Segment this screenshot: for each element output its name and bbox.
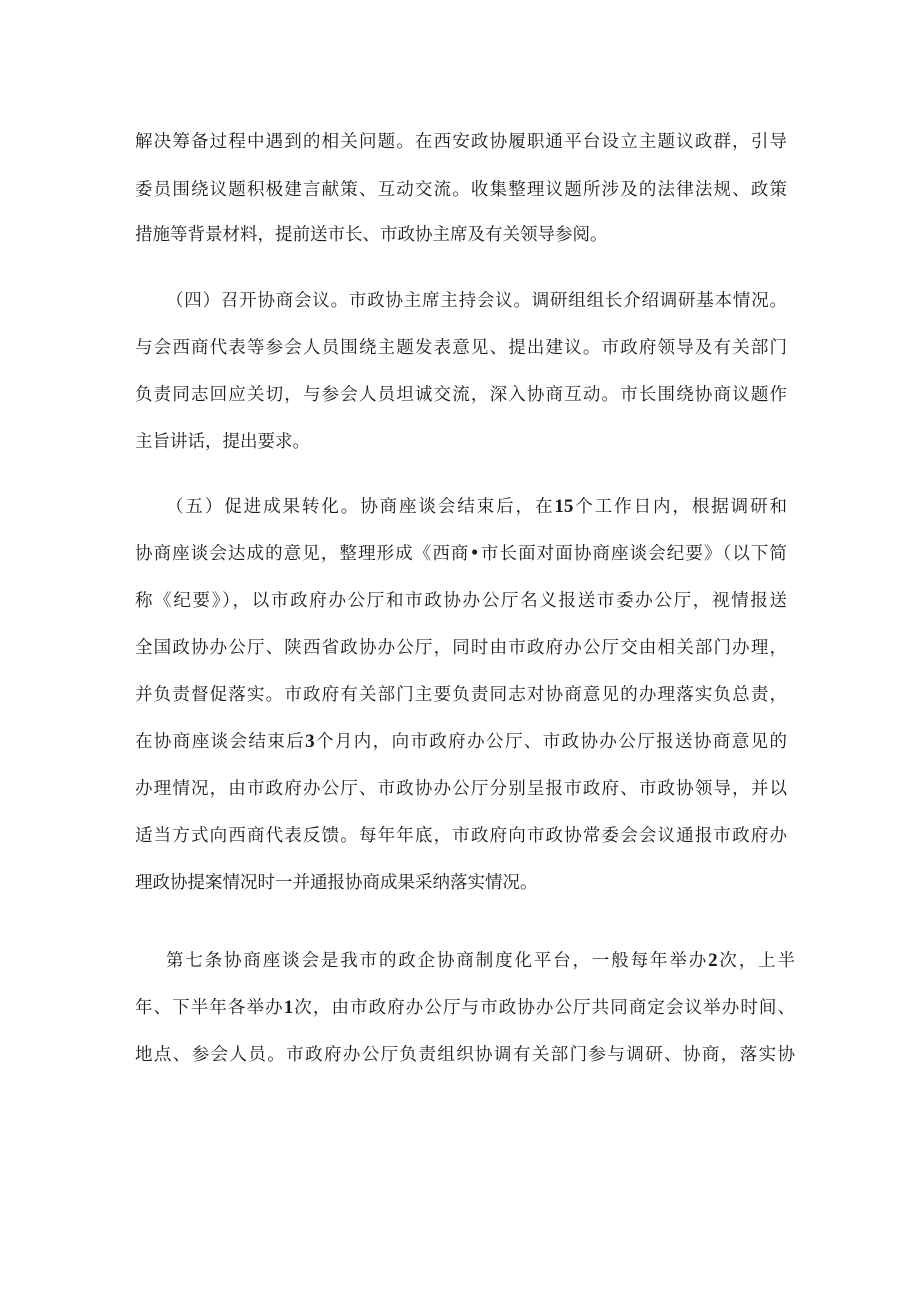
meetings-per-year-number: 2 — [708, 950, 718, 971]
paragraph-4-line-2-text-b: 次，由市政府办公厅与市政协办公厅共同商定会议举办时间、 — [293, 998, 795, 1018]
paragraph-1-line-1: 解决筹备过程中遇到的相关问题。在西安政协履职通平台设立主题议政群，引导 — [135, 132, 787, 152]
paragraph-3-line-1-text-a: （五）促进成果转化。协商座谈会结束后，在 — [166, 497, 555, 517]
paragraph-3-line-5: 并负责督促落实。市政府有关部门主要负责同志对协商意见的办理落实负总责， — [135, 685, 787, 705]
paragraph-3-line-6-text-a: 在协商座谈会结束后 — [135, 732, 306, 752]
paragraph-4-line-1-text-b: 次，上半 — [717, 951, 795, 971]
paragraph-2-line-4: 主旨讲话，提出要求。 — [135, 432, 310, 452]
meetings-per-half-year-number: 1 — [283, 997, 294, 1018]
paragraph-3-line-6 — [0, 724, 920, 760]
months-number: 3 — [305, 731, 315, 752]
paragraph-4-line-2 — [0, 990, 920, 1026]
paragraph-2-line-2: 与会西商代表等参会人员围绕主题发表意见、提出建议。市政府领导及有关部门 — [135, 338, 787, 358]
paragraph-3-line-2: 协商座谈会达成的意见，整理形成《西商•市长面对面协商座谈会纪要》（以下简 — [135, 544, 787, 564]
paragraph-2-line-3: 负责同志回应关切，与参会人员坦诚交流，深入协商互动。市长围绕协商议题作 — [135, 385, 787, 405]
paragraph-4-line-1 — [0, 943, 920, 979]
paragraph-3-line-8: 适当方式向西商代表反馈。每年年底，市政府向市政协常委会会议通报市政府办 — [135, 826, 787, 846]
paragraph-3-line-6-text-b: 个月内，向市政府办公厅、市政协办公厅报送协商意见的 — [314, 732, 788, 752]
paragraph-4-line-3: 地点、参会人员。市政府办公厅负责组织协调有关部门参与调研、协商，落实协 — [135, 1045, 795, 1065]
paragraph-4-line-2-text-a: 年、下半年各举办 — [135, 998, 284, 1018]
paragraph-3-line-9: 理政协提案情况时一并通报协商成果采纳落实情况。 — [135, 873, 538, 893]
paragraph-3-line-1-text-b: 个工作日内，根据调研和 — [573, 497, 788, 517]
paragraph-3-line-4: 全国政协办公厅、陕西省政协办公厅，同时由市政府办公厅交由相关部门办理， — [135, 638, 787, 658]
paragraph-1-line-3: 措施等背景材料，提前送市长、市政协主席及有关领导参阅。 — [135, 225, 608, 245]
paragraph-1-line-2: 委员围绕议题积极建言献策、互动交流。收集整理议题所涉及的法律法规、政策 — [135, 180, 787, 200]
paragraph-2-line-1: （四）召开协商会议。市政协主席主持会议。调研组组长介绍调研基本情况。 — [166, 291, 787, 311]
paragraph-3-line-1 — [0, 489, 920, 525]
working-days-number: 15 — [554, 496, 574, 517]
paragraph-3-line-3: 称《纪要》），以市政府办公厅和市政协办公厅名义报送市委办公厅，视情报送 — [135, 591, 787, 611]
paragraph-4-line-1-text-a: 第七条协商座谈会是我市的政企协商制度化平台，一般每年举办 — [166, 951, 709, 971]
paragraph-3-line-7: 办理情况，由市政府办公厅、市政协办公厅分别呈报市政府、市政协领导，并以 — [135, 779, 787, 799]
